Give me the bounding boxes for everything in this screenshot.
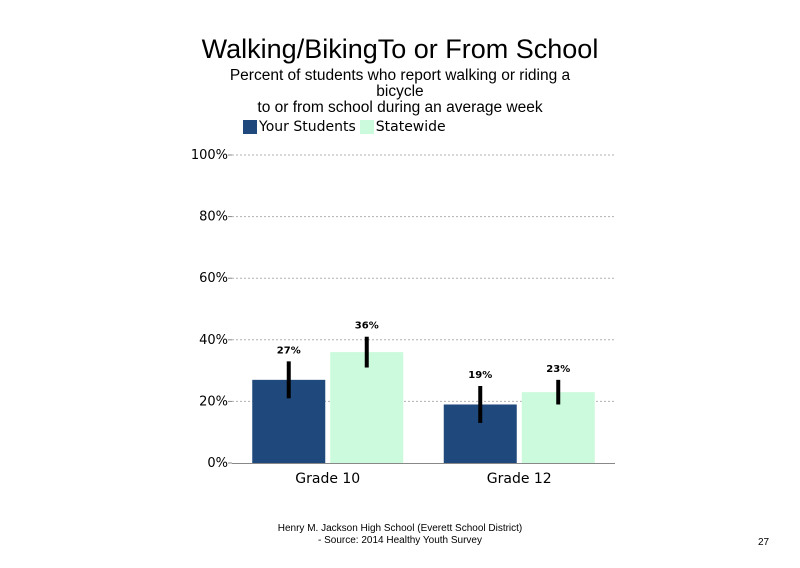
- subtitle-line-3: to or from school during an average week: [257, 99, 543, 116]
- chart-title: Walking/BikingTo or From School: [201, 34, 599, 64]
- data-label: 23%: [546, 363, 571, 375]
- y-tick-label: 40%: [199, 332, 228, 348]
- y-tick-label: 0%: [207, 456, 228, 471]
- footer-line-1: Henry M. Jackson High School (Everett School District): [277, 523, 523, 534]
- data-label: 19%: [468, 370, 493, 381]
- subtitle-line-2: bicycle: [376, 83, 424, 100]
- x-tick-label: Grade 10: [295, 471, 361, 487]
- data-label: 36%: [354, 320, 379, 332]
- y-tick-label: 100%: [190, 148, 228, 163]
- footer-source: [200, 523, 600, 547]
- y-tick-label: 80%: [199, 209, 228, 225]
- y-tick-label: 20%: [199, 394, 228, 410]
- data-label: 27%: [276, 345, 301, 357]
- legend-label-your-students: Your Students: [259, 119, 356, 135]
- legend-label-statewide: Statewide: [375, 119, 446, 135]
- bar: [330, 352, 403, 463]
- y-tick-label: 60%: [199, 271, 228, 287]
- page-number: 27: [758, 537, 770, 548]
- subtitle-line-1: Percent of students who report walking or riding a: [229, 68, 571, 84]
- footer-line-2: - Source: 2014 Healthy Youth Survey: [318, 535, 482, 546]
- x-tick-label: Grade 12: [486, 471, 552, 487]
